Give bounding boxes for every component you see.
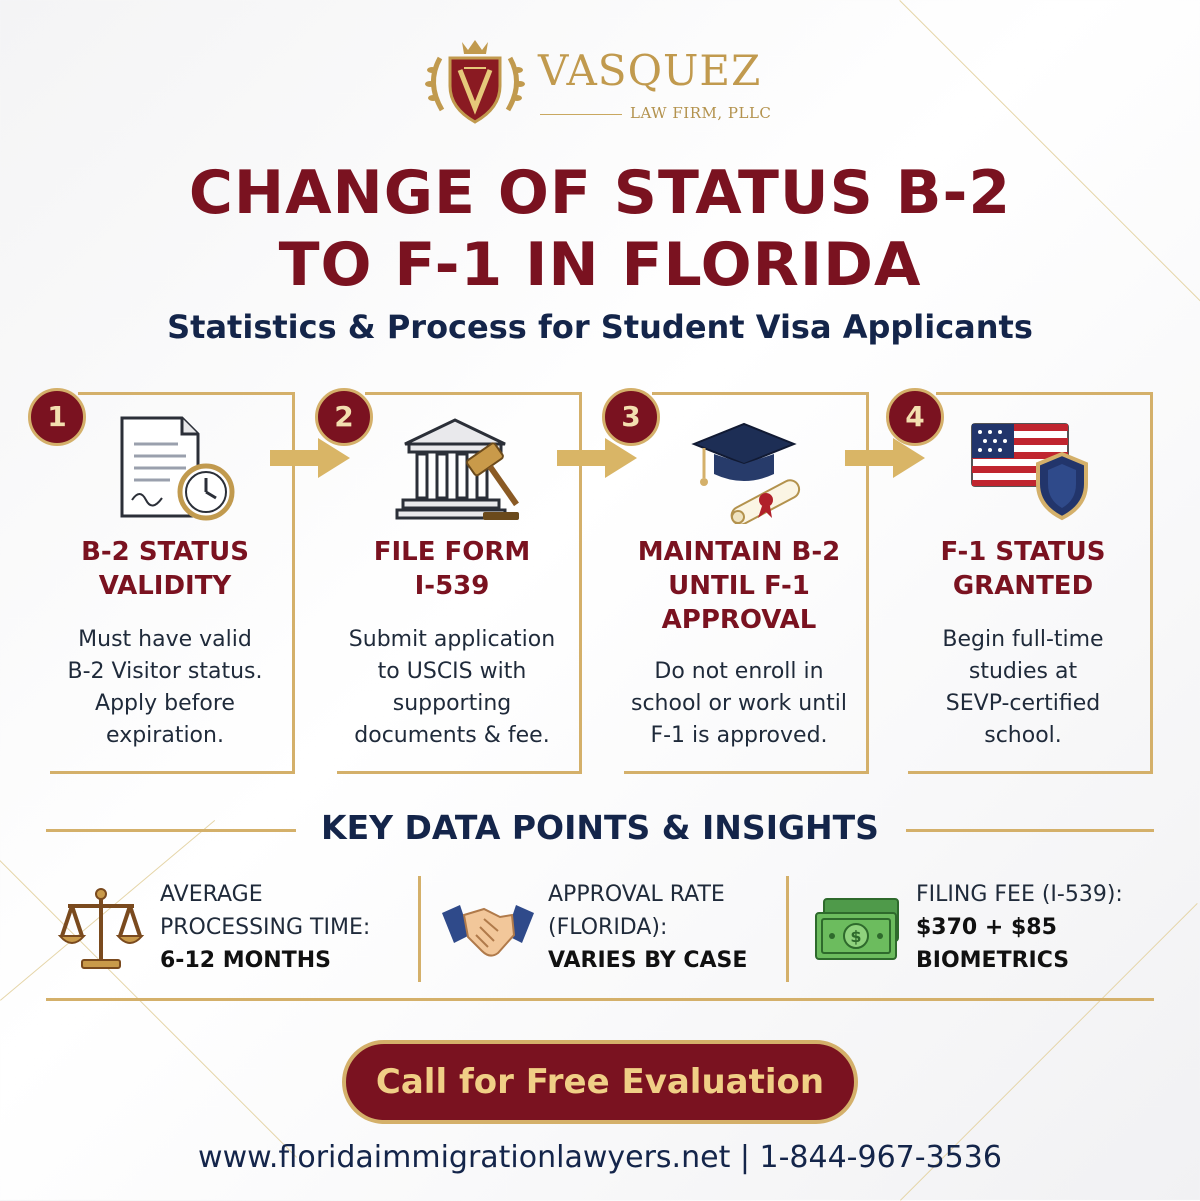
step-title [604,535,874,637]
desc-line: Begin full-time [942,627,1104,652]
desc-line: supporting [392,691,512,716]
step-title [888,535,1158,603]
step-description [30,624,300,752]
section-divider [46,998,1154,1001]
stat-value: VARIES BY CASE [548,948,748,973]
stat-label: APPROVAL RATE [548,882,725,907]
desc-line: school. [984,723,1062,748]
step-title-line: UNTIL F-1 [668,571,810,601]
stat-filing-fee [916,878,1123,977]
step-title-line: B-2 STATUS [81,537,249,567]
desc-line: Do not enroll in [654,659,824,684]
card-border [78,392,295,395]
insights-title: KEY DATA POINTS & INSIGHTS [321,808,879,847]
step-title-line: I-539 [414,571,490,601]
stat-divider [786,876,789,982]
card-border [652,392,869,395]
page-subtitle: Statistics & Process for Student Visa Applicants [167,308,1033,346]
desc-line: studies at [968,659,1078,684]
stat-label: (FLORIDA): [548,915,668,940]
step-title-line: APPROVAL [661,605,817,635]
call-for-evaluation-button[interactable]: Call for Free Evaluation [342,1040,858,1124]
step-description [888,624,1158,752]
money-icon [812,895,902,965]
us-flag-shield-icon [958,414,1098,524]
stat-divider [418,876,421,982]
step-title-line: MAINTAIN B-2 [637,537,841,567]
step-card-1 [47,392,295,774]
card-border [50,771,295,774]
step-title-line: F-1 STATUS [940,537,1106,567]
step-card-3 [621,392,869,774]
step-title-line: VALIDITY [98,571,232,601]
graduation-cap-diploma-icon [674,414,814,524]
card-border [365,392,582,395]
step-number-badge: 2 [315,388,373,446]
desc-line: to USCIS with [377,659,527,684]
logo-divider [540,114,622,115]
card-border [936,392,1153,395]
stat-value: 6-12 MONTHS [160,948,331,973]
step-description [604,656,874,752]
stat-label: AVERAGE [160,882,263,907]
stat-approval-rate [548,878,747,977]
step-card-4 [905,392,1153,774]
desc-line: B-2 Visitor status. [67,659,263,684]
crest-icon [420,38,530,128]
step-title-line: GRANTED [952,571,1094,601]
step-title [30,535,300,603]
handshake-icon [440,895,536,965]
stat-label: PROCESSING TIME: [160,915,371,940]
stat-processing-time [160,878,370,977]
courthouse-gavel-icon [387,414,527,524]
step-title [317,535,587,603]
desc-line: SEVP-certified [945,691,1101,716]
stat-label: FILING FEE (I-539): [916,882,1123,907]
firm-logo [420,38,800,128]
step-description [317,624,587,752]
firm-subtitle: LAW FIRM, PLLC [630,104,772,122]
step-card-2 [334,392,582,774]
stat-value: BIOMETRICS [916,948,1070,973]
desc-line: F-1 is approved. [650,723,828,748]
desc-line: Submit application [348,627,556,652]
page-title-line-1: CHANGE OF STATUS B-2 [188,158,1012,228]
desc-line: Must have valid [78,627,252,652]
step-number-badge: 3 [602,388,660,446]
step-number-badge: 4 [886,388,944,446]
stat-value: $370 + $85 [916,915,1057,940]
contact-footer[interactable]: www.floridaimmigrationlawyers.net | 1-844-967-3536 [198,1140,1002,1175]
desc-line: documents & fee. [354,723,550,748]
step-title-line: FILE FORM [373,537,531,567]
step-number-badge: 1 [28,388,86,446]
card-border [908,771,1153,774]
desc-line: Apply before [95,691,235,716]
desc-line: expiration. [106,723,224,748]
svg-text:$: $ [850,927,862,946]
card-border [624,771,869,774]
desc-line: school or work until [631,691,847,716]
document-clock-icon [100,414,240,524]
page-title-line-2: TO F-1 IN FLORIDA [278,230,922,300]
firm-name: VASQUEZ [538,46,762,95]
card-border [337,771,582,774]
scales-icon [56,884,146,974]
